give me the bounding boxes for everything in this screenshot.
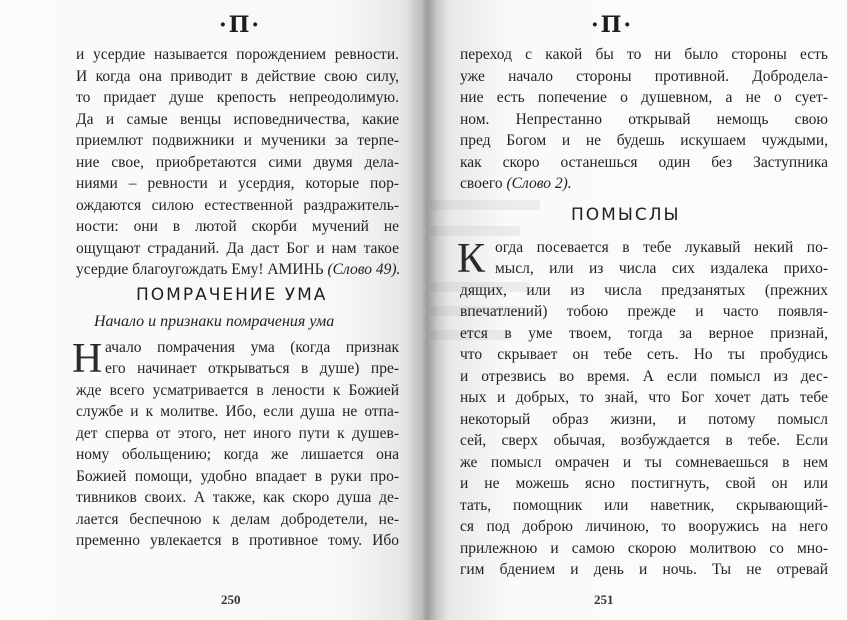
text-line: переход с какой бы то ни было стороны есть bbox=[460, 46, 828, 63]
text-line: что скрывает он тебе сеть. Но ты пробудись bbox=[460, 346, 828, 363]
section-title: ПОМРАЧЕНИЕ УМА bbox=[136, 284, 328, 305]
text-line: ется в уме твоем, тогда за верное признай, bbox=[460, 324, 828, 342]
text-line: ачало помрачения ума (когда признак bbox=[105, 338, 399, 356]
text-line: ние есть попечение о душевном, а не о сует- bbox=[460, 89, 828, 106]
text-line: ном. Непрестанно открывай немощь свою bbox=[460, 110, 828, 128]
section-title: ПОМЫСЛЫ bbox=[571, 204, 681, 225]
text-line: службе и к молитве. Ибо, если душа не отпа- bbox=[76, 403, 399, 420]
text-line: дящих, или из числа предзанятых (прежних bbox=[460, 281, 828, 299]
running-header: ·П· bbox=[591, 12, 634, 38]
text-line: же помысл омрачен и ты сомневаешься в нем bbox=[460, 453, 828, 471]
text-line: некоторый образ жизни, и потому помысл bbox=[460, 410, 828, 428]
text-line: ных и добрых, то знай, что Бог хочет дать тебе bbox=[460, 389, 828, 406]
text-line: дет сперва от этого, нет иного пути к душев- bbox=[76, 424, 399, 442]
text-line: огда посевается в тебе лукавый некий по- bbox=[495, 238, 828, 256]
text-line: ся под доброю личиною, то вооружись на него bbox=[460, 518, 828, 535]
source-reference: (Слово 2). bbox=[506, 175, 572, 192]
page-number: 250 bbox=[221, 592, 241, 607]
text-line: Божией помощи, удобно впадает в руки про- bbox=[76, 467, 399, 485]
text-line: гим бдением и день и ночь. Ты не отревай bbox=[460, 561, 828, 578]
text-line: ниями – ревности и усердия, которые пор- bbox=[76, 175, 399, 192]
text-line: и усердие называется порождением ревности. bbox=[76, 46, 399, 63]
text-line: как скоро останешься один без Заступника bbox=[460, 153, 828, 171]
text-line: то придает душе крепость непреодолимую. bbox=[76, 89, 399, 106]
text-line: пред Богом и не будешь искушаем чуждыми, bbox=[460, 132, 828, 149]
right-page bbox=[427, 0, 847, 620]
running-header: ·П· bbox=[219, 12, 262, 38]
text-line bbox=[460, 173, 828, 197]
text-line: и не можешь ясно постигнуть, свой он или bbox=[460, 475, 828, 492]
text-line: Да и самые венцы исповедничества, какие bbox=[76, 110, 399, 128]
text-line: ному обольщению; когда же лишается она bbox=[76, 446, 399, 463]
text-line: жде всего усматривается в лености к Божией bbox=[76, 381, 399, 399]
text-line: и отрезвись во время. А если помысл из дес- bbox=[460, 367, 828, 385]
text-line bbox=[76, 259, 399, 283]
text-line: мысл, или из числа сих издалека прихо- bbox=[495, 260, 828, 277]
text-span: своего bbox=[460, 175, 507, 192]
text-line: тивников своих. А также, как скоро душа де- bbox=[76, 489, 399, 506]
text-line: ности: они в лютой скорби мучений не bbox=[76, 218, 399, 235]
text-line: ождаются силою естественной раздражитель- bbox=[76, 196, 399, 214]
drop-cap: К bbox=[457, 235, 486, 282]
page-number: 251 bbox=[594, 592, 614, 607]
text-line: сей, сверх обычая, возбуждается в тебе. Если bbox=[460, 432, 828, 449]
text-line: ние свое, приобретаются сими двумя дела- bbox=[76, 153, 399, 171]
source-reference: (Слово 49). bbox=[327, 261, 401, 278]
text-line: И когда она приводит в действие свою силу, bbox=[76, 67, 399, 85]
text-line: тать, помощник или наветник, скрывающий- bbox=[460, 496, 828, 514]
section-subtitle: Начало и признаки помрачения ума bbox=[94, 312, 335, 330]
text-line: приемлют подвижники и мученики за терпе- bbox=[76, 132, 399, 149]
text-line: пременно увлекается в противное тому. Ибо bbox=[76, 532, 399, 549]
text-line: прилежною и самою скорою молитвою со мно- bbox=[460, 539, 828, 557]
text-line: впечатлений) тобою прежде и часто появля- bbox=[460, 303, 828, 320]
text-line: лается беспечною к делам добродетели, не- bbox=[76, 510, 399, 528]
text-line: ощущают страданий. Да даст Бог и нам такое bbox=[76, 239, 399, 257]
left-page bbox=[0, 0, 420, 620]
text-span: усердие благоугождать Ему! АМИНЬ bbox=[76, 261, 328, 278]
drop-cap: Н bbox=[72, 335, 103, 382]
text-line: уже начало стороны противной. Добродела- bbox=[460, 67, 828, 85]
text-line: его начинает открываться в душе) пре- bbox=[105, 360, 399, 377]
